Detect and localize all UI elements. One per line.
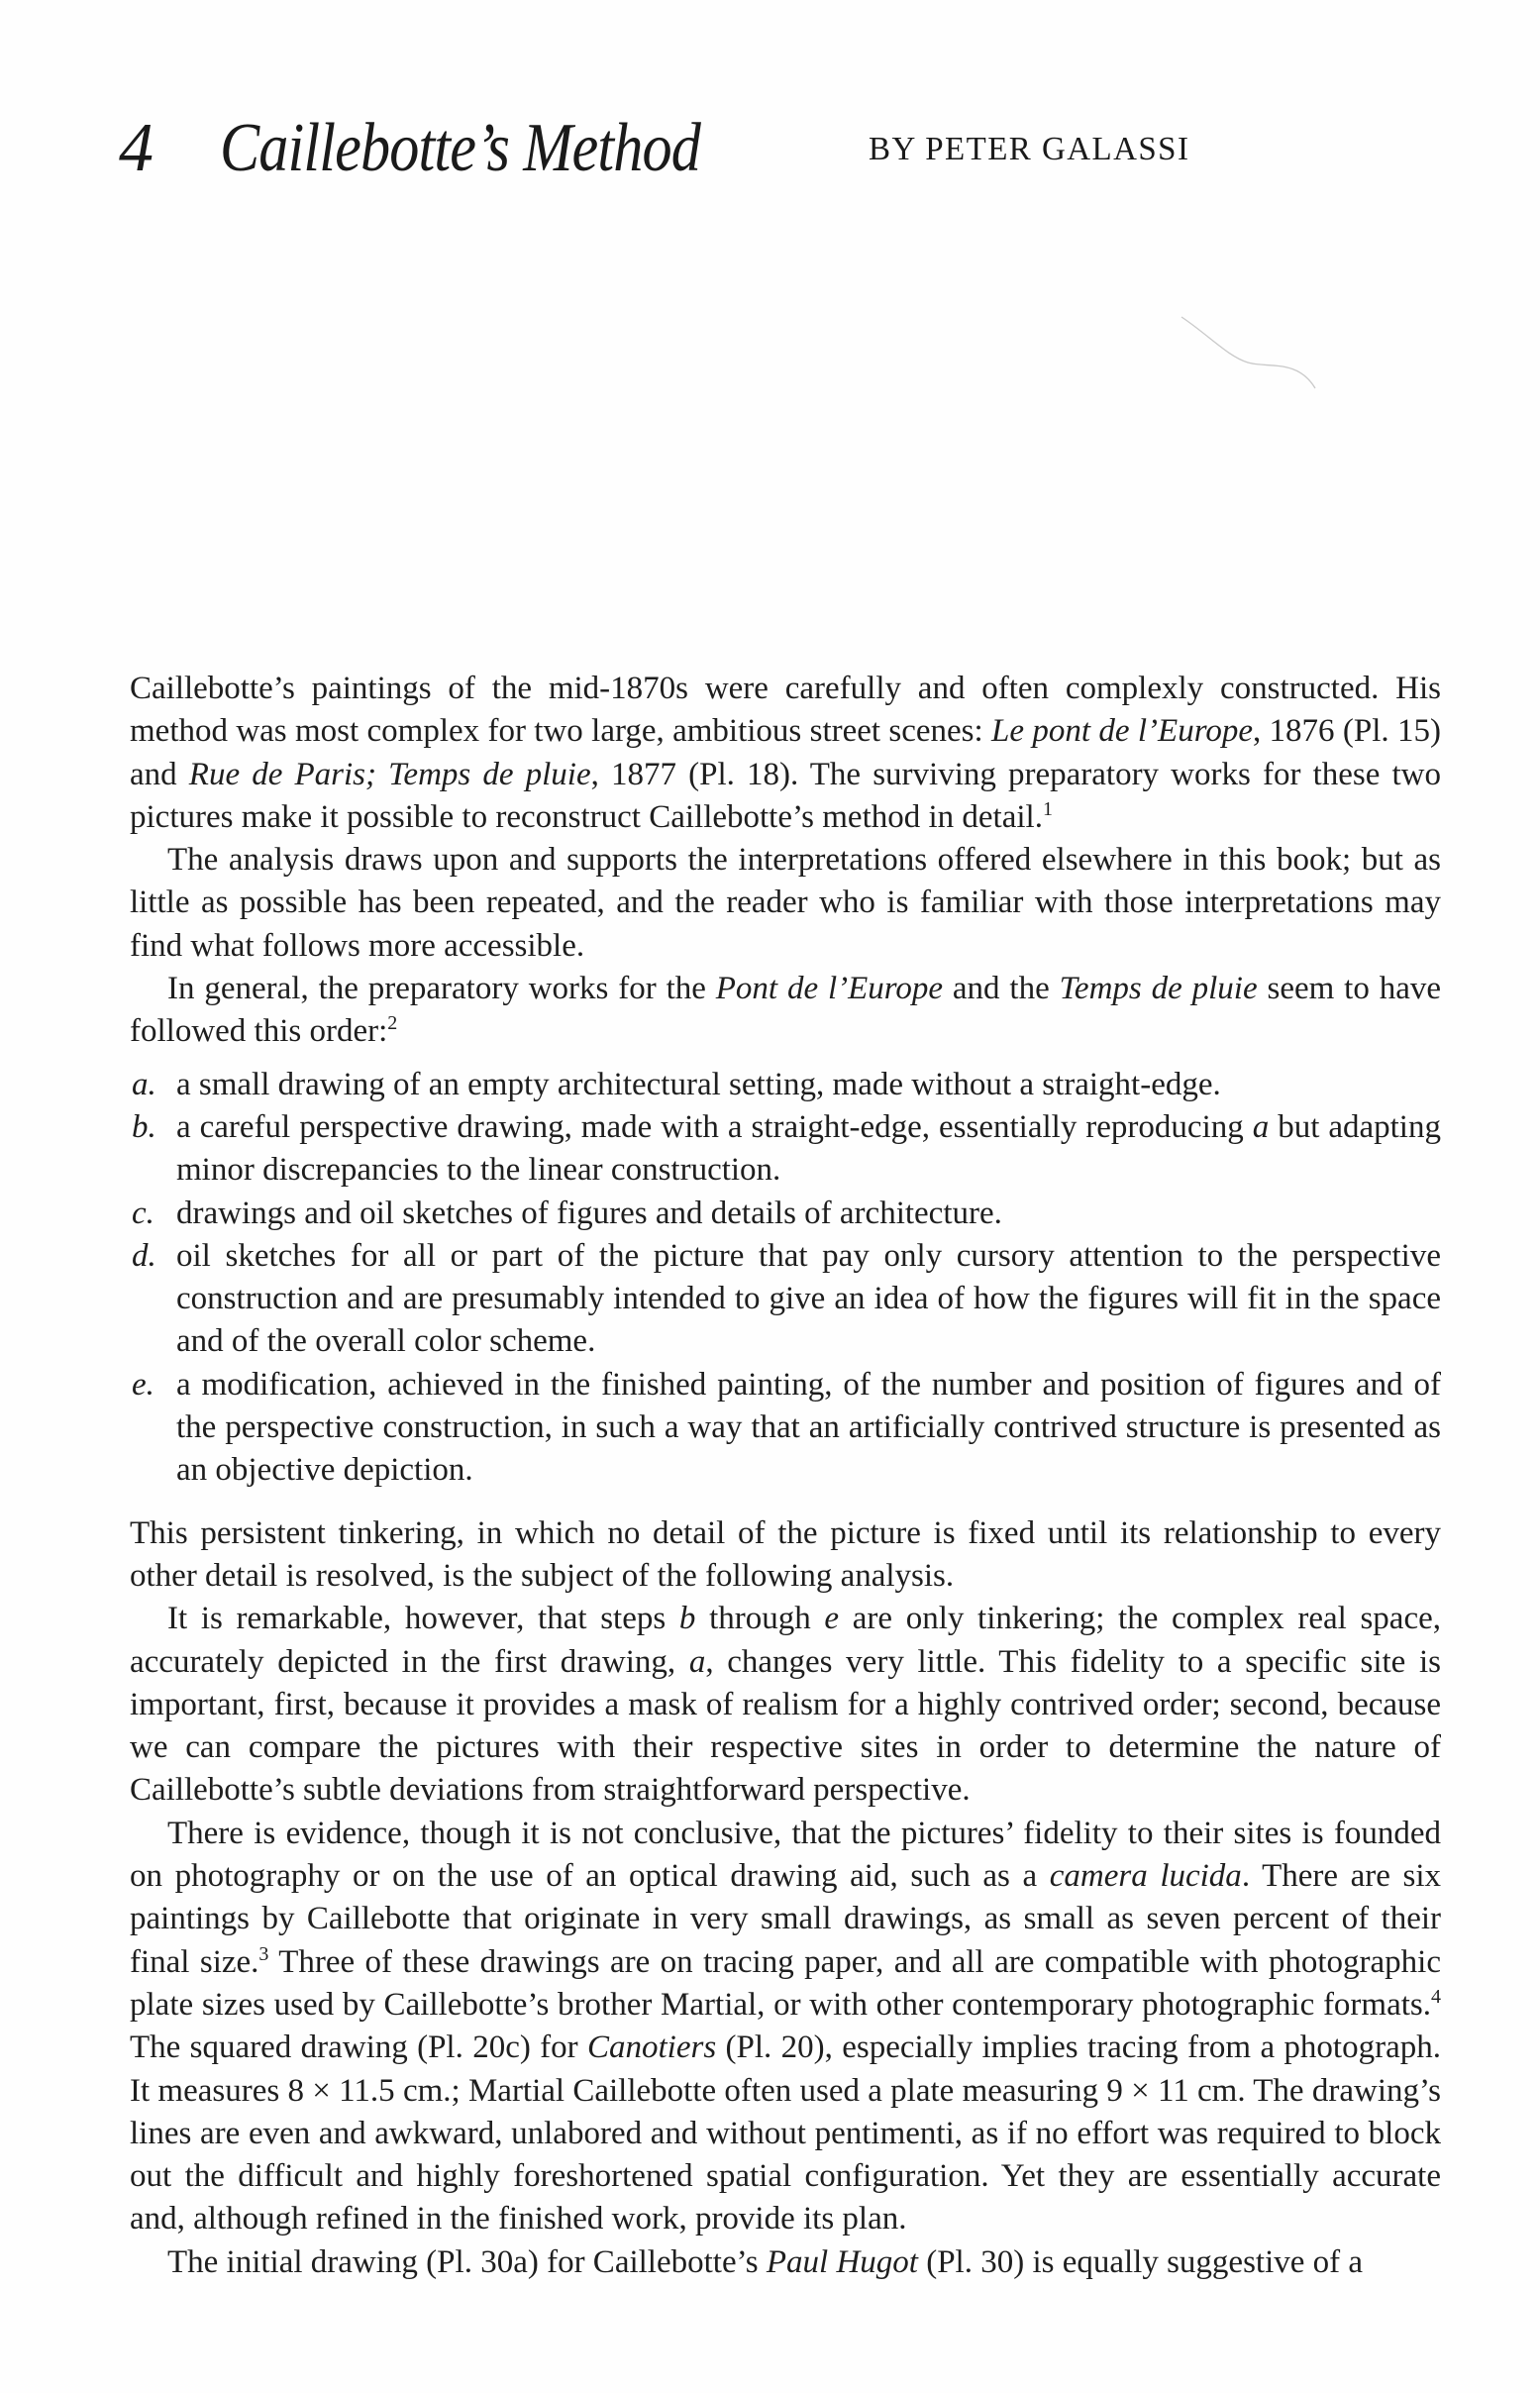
paragraph: It is remarkable, however, that steps b through e are only tinkering; the complex real space, accurately depicted in the first drawing, a, changes very little. This fidelity to a specific site is important, first, because it provides a mask of realism for a highly contrived order; second, because we can compare the pictures with their respective sites in order to determine the nature of Caillebotte’s subtle deviations from straightforward perspective. [130,1601,1441,1809]
list-item-label: c. [132,1195,154,1231]
paragraph: This persistent tinkering, in which no detail of the picture is fixed until its relationship to every other detail is resolved, is the subject of the following analysis. [130,1514,1441,1594]
list-item-label: a. [132,1066,156,1102]
footnote-ref: 4 [1431,1985,1441,2008]
artwork-title: Paul Hugot [766,2243,918,2280]
chapter-number: 4 [119,110,154,186]
chapter-title: Caillebotte’s Method [220,110,700,186]
list-item-label: e. [132,1366,154,1403]
preparatory-steps-list [130,1064,1441,1493]
artwork-title: Pont de l’Europe [715,971,944,1007]
footnote-ref: 3 [258,1942,269,1965]
list-item: d. oil sketches for all or part of the picture that pay only cursory attention to the perspective construction and are presumably intended to give an idea of how the figures will fit in the space and of the overall color scheme. [130,1235,1441,1364]
artwork-title: Temps de pluie [1059,971,1258,1007]
body-text [130,668,1441,2284]
list-item: c. drawings and oil sketches of figures and details of architecture. [130,1193,1441,1235]
footnote-ref: 2 [387,1012,398,1035]
scan-hair-artifact [1169,297,1347,406]
list-item: b. a careful perspective drawing, made with a straight-edge, essentially reproducing a but adapting minor discrepancies to the linear construction. [130,1106,1441,1193]
artwork-title: Le pont de l’Europe [991,713,1253,750]
list-item: e. a modification, achieved in the finished painting, of the number and position of figures and of the perspective construction, in such a way that an artificially contrived structure is presented as an objective depiction. [130,1364,1441,1493]
paragraph: There is evidence, though it is not conclusive, that the pictures’ fidelity to their sites is founded on photography or on the use of an optical drawing aid, such as a camera lucida. There are six paintings by Caillebotte that originate in very small drawings, as small as seven percent of their final size.$^3$ Three of these drawings are on tracing paper, and all are compatible with photographic plate sizes used by Caillebotte’s brother Martial, or with other contemporary photographic formats.$^4$ The squared drawing (Pl. 20c) for Canotiers (Pl. 20), especially implies tracing from a photograph. It measures 8 × 11.5 cm.; Martial Caillebotte often used a plate measuring 9 × 11 cm. The drawing’s lines are even and awkward, unlabored and without pentimenti, as if no effort was required to block out the difficult and highly foreshortened spatial configuration. Yet they are essentially accurate and, although refined in the finished work, provide its plan. [130,1815,1441,2237]
list-item-label: d. [132,1237,156,1274]
list-item: a. a small drawing of an empty architectural setting, made without a straight-edge. [130,1064,1441,1106]
author-byline: BY PETER GALASSI [869,131,1190,167]
paragraph: The initial drawing (Pl. 30a) for Caillebotte’s Paul Hugot (Pl. 30) is equally suggestive of a [167,2243,1364,2280]
paragraph: The analysis draws upon and supports the interpretations offered elsewhere in this book; but as little as possible has been repeated, and the reader who is familiar with those interpretations may find what follows more accessible. [130,842,1441,964]
artwork-title: Rue de Paris; Temps de pluie [188,756,591,792]
term: camera lucida [1049,1858,1242,1895]
footnote-ref: 1 [1042,797,1053,820]
list-item-label: b. [132,1108,156,1145]
paragraph-intro: Caillebotte’s paintings of the mid-1870s were carefully and often complexly constructed. His method was most complex for two large, ambitious street scenes: Le pont de l’Europe, 1876 (Pl. 15) and Rue de Paris; Temps de pluie, 1877 (Pl. 18). The surviving preparatory works for these two pictures make it possible to reconstruct Caillebotte’s method in detail.$^1$ [130,671,1441,835]
artwork-title: Canotiers [587,2029,717,2066]
paragraph: In general, the preparatory works for the Pont de l’Europe and the Temps de pluie seem to have followed this order:$^2$ [130,971,1441,1050]
